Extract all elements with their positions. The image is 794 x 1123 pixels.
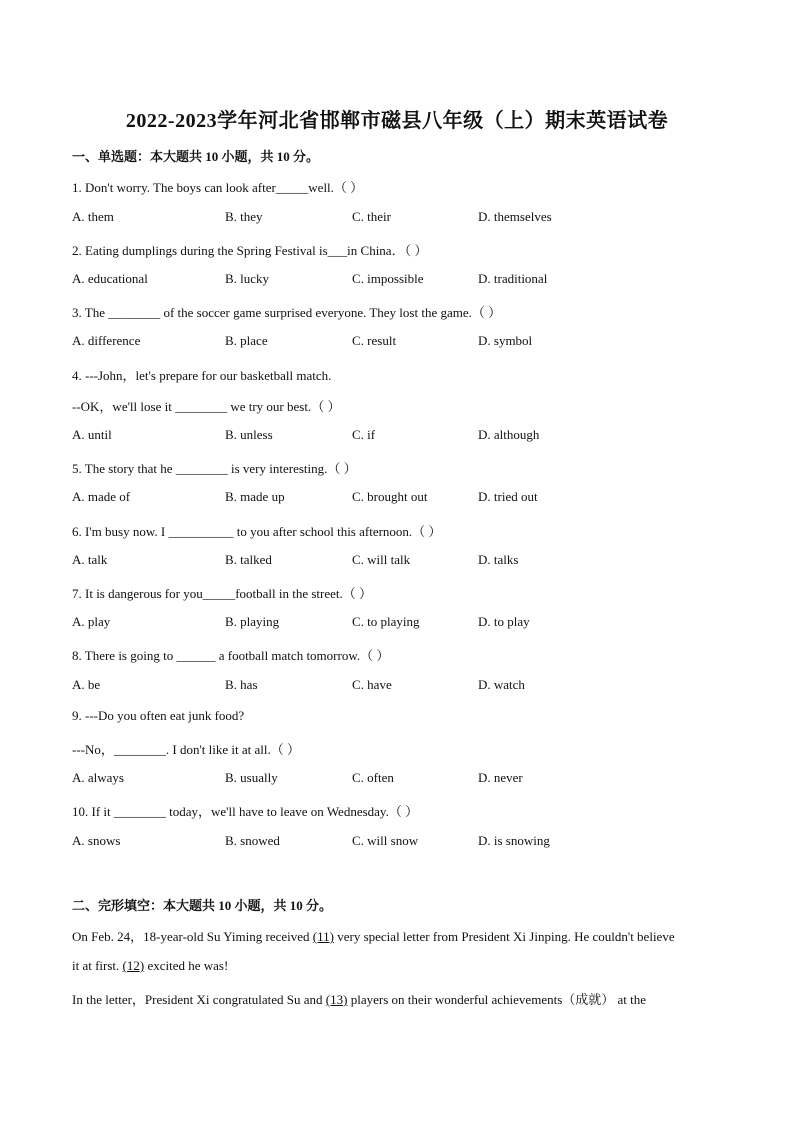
option-b: B. has (225, 677, 258, 692)
blank-12: (12) (122, 958, 145, 973)
cloze-text: players on their wonderful achievements（成就） at the (347, 992, 647, 1007)
option-d: D. is snowing (478, 833, 550, 848)
option-a: A. them (72, 209, 114, 224)
option-b: B. made up (225, 489, 285, 504)
cloze-paragraph-line-2 (72, 958, 722, 974)
option-d: D. traditional (478, 271, 548, 286)
cloze-text: excited he was! (144, 958, 229, 973)
option-a: A. play (72, 614, 111, 629)
question-4-line-1: 4. ---John，let's prepare for our basketball match. (72, 368, 332, 383)
option-c: C. their (352, 209, 391, 224)
option-b: B. place (225, 333, 268, 348)
question-9-line-2: ---No，________. I don't like it at all.（ ） (72, 742, 301, 757)
option-a: A. talk (72, 552, 108, 567)
option-b: B. usually (225, 770, 278, 785)
question-4-line-2: --OK，we'll lose it ________ we try our best.（ ） (72, 399, 341, 414)
option-b: B. playing (225, 614, 280, 629)
option-d: D. symbol (478, 333, 533, 348)
option-c: C. will snow (352, 833, 419, 848)
question-6: 6. I'm busy now. I __________ to you after school this afternoon.（ ） (72, 524, 442, 539)
option-a: A. until (72, 427, 112, 442)
option-b: B. talked (225, 552, 272, 567)
option-b: B. snowed (225, 833, 280, 848)
option-d: D. talks (478, 552, 519, 567)
option-a: A. always (72, 770, 124, 785)
page-title: 2022-2023学年河北省邯郸市磁县八年级（上）期末英语试卷 (125, 110, 669, 132)
question-9-line-1: 9. ---Do you often eat junk food? (72, 708, 245, 723)
section-heading-cloze: 二、完形填空：本大题共 10 小题，共 10 分。 (72, 898, 333, 913)
question-7: 7. It is dangerous for you_____football in the street.（ ） (72, 586, 373, 601)
cloze-paragraph-line-1 (72, 926, 722, 945)
question-5: 5. The story that he ________ is very interesting.（ ） (72, 461, 357, 476)
option-c: C. will talk (352, 552, 411, 567)
option-c: C. to playing (352, 614, 420, 629)
option-c: C. if (352, 427, 376, 442)
option-c: C. often (352, 770, 394, 785)
option-a: A. snows (72, 833, 121, 848)
option-d: D. although (478, 427, 540, 442)
cloze-text: On Feb. 24，18-year-old Su Yiming received (72, 929, 313, 944)
question-2: 2. Eating dumplings during the Spring Festival is___in China．（ ） (72, 243, 428, 258)
cloze-text: it at first. (72, 958, 123, 973)
option-a: A. be (72, 677, 101, 692)
option-d: D. watch (478, 677, 525, 692)
cloze-text: In the letter，President Xi congratulated Su and (72, 992, 326, 1007)
option-d: D. to play (478, 614, 530, 629)
option-c: C. have (352, 677, 392, 692)
question-3: 3. The ________ of the soccer game surprised everyone. They lost the game.（ ） (72, 305, 502, 320)
option-b: B. lucky (225, 271, 270, 286)
question-1: 1. Don't worry. The boys can look after_____well.（ ） (72, 180, 364, 195)
option-b: B. unless (225, 427, 273, 442)
option-a: A. educational (72, 271, 148, 286)
blank-13: (13) (325, 992, 348, 1007)
option-a: A. difference (72, 333, 141, 348)
option-d: D. tried out (478, 489, 538, 504)
question-8: 8. There is going to ______ a football match tomorrow.（ ） (72, 648, 390, 663)
section-heading-single-choice: 一、单选题：本大题共 10 小题，共 10 分。 (72, 149, 320, 164)
blank-11: (11) (312, 929, 334, 944)
cloze-text: very special letter from President Xi Jinping. He couldn't believe (333, 929, 675, 944)
cloze-paragraph-line-3 (72, 989, 722, 1008)
option-d: D. never (478, 770, 523, 785)
option-a: A. made of (72, 489, 131, 504)
option-c: C. impossible (352, 271, 424, 286)
option-c: C. result (352, 333, 397, 348)
option-c: C. brought out (352, 489, 428, 504)
option-b: B. they (225, 209, 263, 224)
option-d: D. themselves (478, 209, 552, 224)
question-10: 10. If it ________ today，we'll have to leave on Wednesday.（ ） (72, 804, 419, 819)
